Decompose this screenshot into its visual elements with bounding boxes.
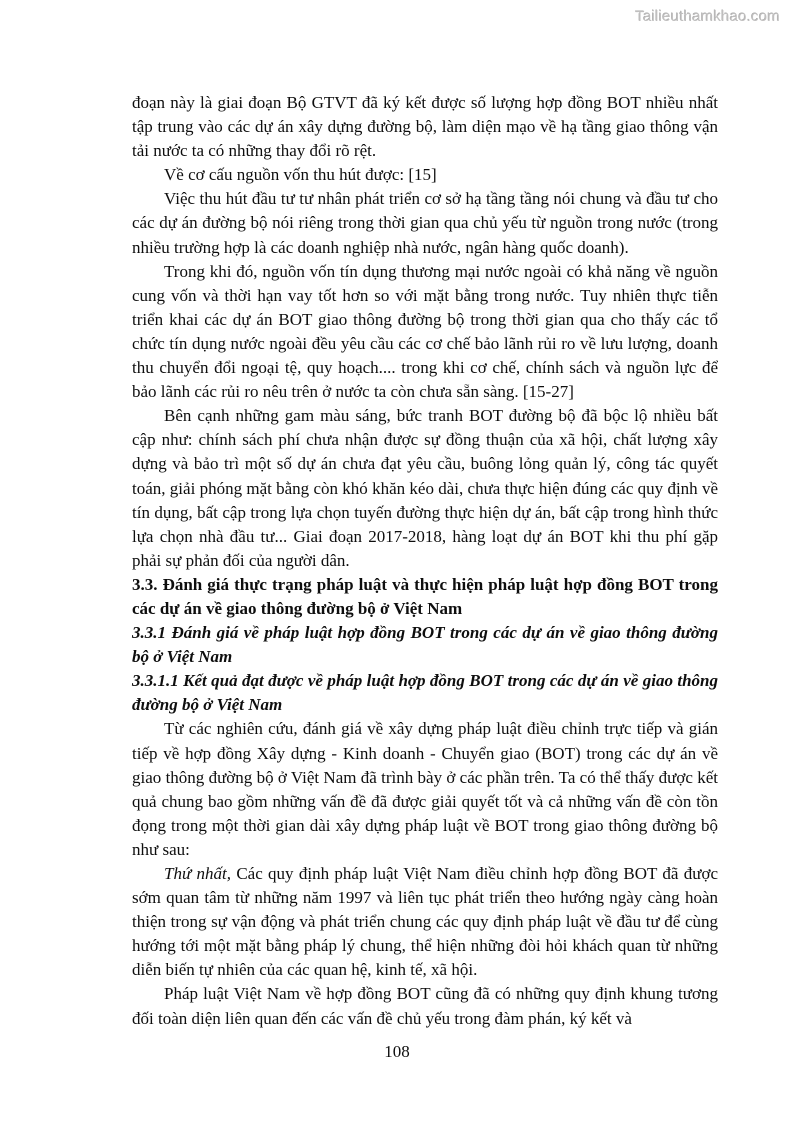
paragraph-co-cau-nguon-von: Về cơ cấu nguồn vốn thu hút được: [15] <box>164 165 437 185</box>
heading-3-3-1-1: 3.3.1.1 Kết quả đạt được về pháp luật hợp đồng BOT trong các dự án về giao thông đường bộ ở Việt Nam <box>132 671 718 715</box>
page-number: 108 <box>384 1042 410 1061</box>
paragraph-nguon-von-tin-dung: Trong khi đó, nguồn vốn tín dụng thương mại nước ngoài có khả năng về nguồn cung vốn và thời hạn vay tốt hơn so với mặt bằng trong nước. Tuy nhiên thực tiễn triển khai các dự án BOT giao thông đường bộ trong thời gian qua cho thấy các tổ chức tín dụng nước ngoài đều yêu cầu các cơ chế bảo lãnh rủi ro về lưu lượng, doanh thu chuyển đổi ngoại tệ, quy hoạch.... trong khi cơ chế, chính sách và nguồn lực để bảo lãnh các rủi ro nêu trên ở nước ta còn chưa sẵn sàng. [15-27] <box>132 261 718 402</box>
paragraph-tu-cac-nghien-cuu: Từ các nghiên cứu, đánh giá về xây dựng pháp luật điều chỉnh trực tiếp và gián tiếp về hợp đồng Xây dựng - Kinh doanh - Chuyển giao (BOT) trong các dự án về giao thông đường bộ ở Việt Nam đã trình bày ở các phần trên. Ta có thể thấy được kết quả chung bao gồm những vấn đề đã được giải quyết tốt và cả những vấn đề còn tồn đọng trong một thời gian dài xây dựng pháp luật về BOT trong giao thông đường bộ như sau: <box>132 719 718 859</box>
heading-3-3-1: 3.3.1 Đánh giá về pháp luật hợp đồng BOT trong các dự án về giao thông đường bộ ở Việt Nam <box>132 623 718 667</box>
page-content <box>132 91 718 1031</box>
paragraph-thu-nhat-rest: Các quy định pháp luật Việt Nam điều chỉnh hợp đồng BOT đã được sớm quan tâm từ những năm 1997 và liên tục phát triển theo hướng ngày càng hoàn thiện trong sự vận động và phát triển chung các quy định pháp luật về đầu tư để cùng hướng tới một mặt bằng pháp lý chung, thể hiện những đòi hỏi khách quan từ những diễn biến tự nhiên của các quan hệ, kinh tế, xã hội. <box>132 864 718 980</box>
paragraph-continuation: đoạn này là giai đoạn Bộ GTVT đã ký kết được số lượng hợp đồng BOT nhiều nhất tập trung vào các dự án xây dựng đường bộ, làm diện mạo về hạ tầng giao thông vận tải nước ta có những thay đổi rõ rệt. <box>132 93 718 161</box>
paragraph-thu-nhat <box>132 862 718 982</box>
paragraph-bat-cap-bot: Bên cạnh những gam màu sáng, bức tranh BOT đường bộ đã bộc lộ nhiều bất cập như: chính sách phí chưa nhận được sự đồng thuận của xã hội, chất lượng xây dựng và bảo trì một số dự án chưa đạt yêu cầu, buông lỏng quản lý, công tác quyết toán, giải phóng mặt bằng còn khó khăn kéo dài, chưa thực hiện đúng các quy định về tín dụng, bất cập trong lựa chọn tuyến đường thực hiện dự án, bất cập trong hình thức lựa chọn nhà đầu tư... Giai đoạn 2017-2018, hàng loạt dự án BOT khi thu phí gặp phải sự phản đối của người dân. <box>132 406 718 570</box>
site-watermark: Tailieuthamkhao.com <box>635 8 780 25</box>
paragraph-thu-hut-dau-tu: Việc thu hút đầu tư tư nhân phát triển cơ sở hạ tầng tầng nói chung và đầu tư cho các dự án đường bộ nói riêng trong thời gian qua chủ yếu từ nguồn trong nước (trong nhiều trường hợp là các doanh nghiệp nhà nước, ngân hàng quốc doanh). <box>132 189 718 257</box>
heading-3-3: 3.3. Đánh giá thực trạng pháp luật và thực hiện pháp luật hợp đồng BOT trong các dự án về giao thông đường bộ ở Việt Nam <box>132 574 718 618</box>
paragraph-phap-luat-khung: Pháp luật Việt Nam về hợp đồng BOT cũng đã có những quy định khung tương đối toàn diện liên quan đến các vấn đề chủ yếu trong đàm phán, ký kết và <box>132 984 718 1028</box>
paragraph-thu-nhat-lead: Thứ nhất, <box>164 864 232 883</box>
